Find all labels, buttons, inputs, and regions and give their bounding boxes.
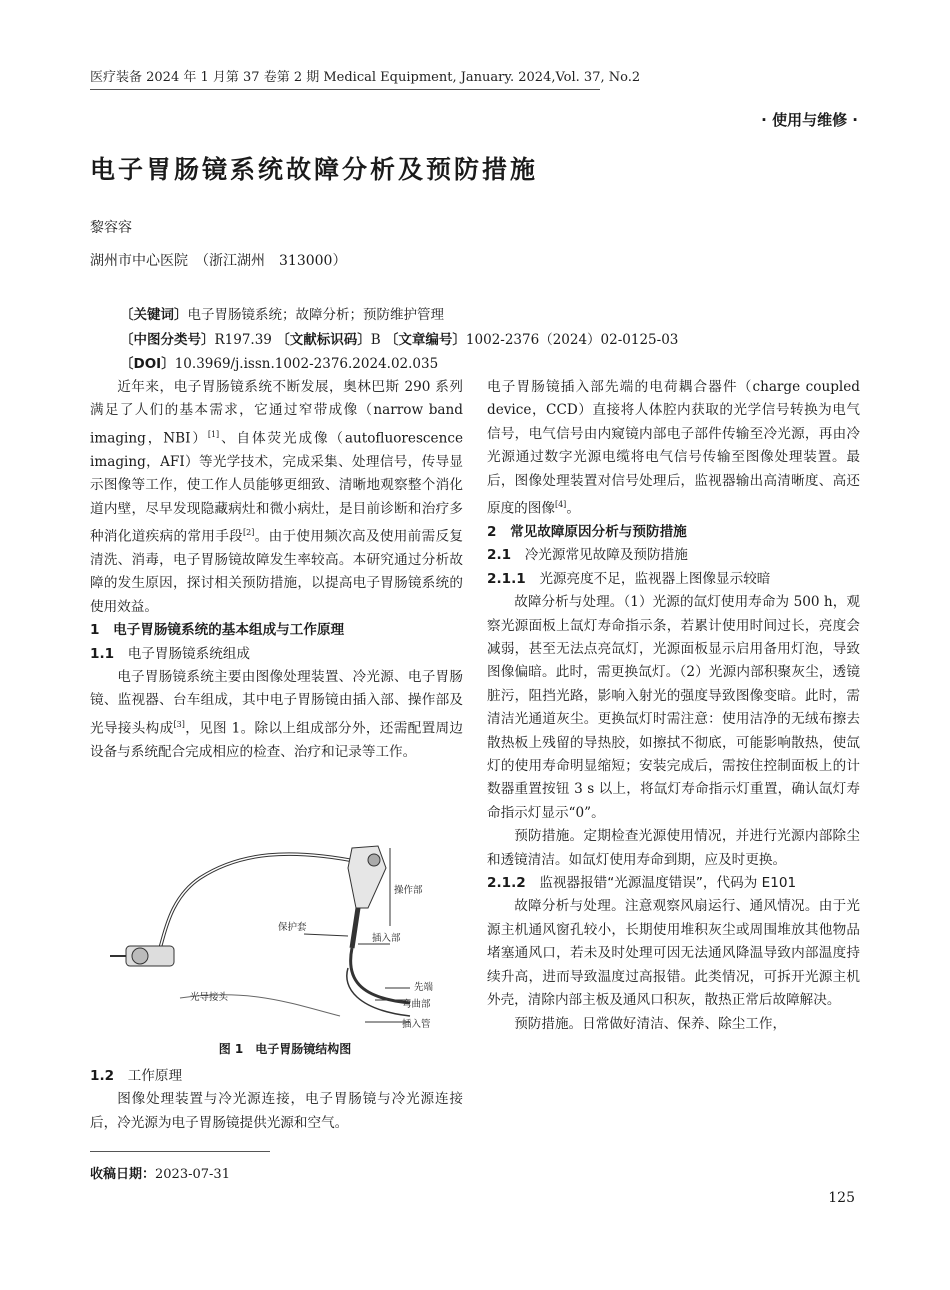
doi-label: 〔DOI〕 (120, 356, 175, 372)
prevention-2-1-2: 预防措施。日常做好清洁、保养、除尘工作， (514, 1015, 787, 1032)
figure-caption: 图 1 电子胃肠镜结构图 (218, 1042, 352, 1056)
doc-code-label: 〔文献标识码〕 (276, 332, 371, 348)
heading-1-2: 1.2 工作原理 (90, 1068, 183, 1084)
heading-2-1-2: 2.1.2 监视器报错“光源温度错误”，代码为 E101 (487, 875, 797, 892)
light-guide-connector (110, 946, 174, 966)
endoscope-figure (90, 838, 480, 1038)
label-insertion: 插入部 (372, 933, 401, 944)
journal-header: 医疗装备 2024 年 1 月第 37 卷第 2 期 Medical Equipment, January. 2024,Vol. 37, No.2 (90, 70, 641, 85)
label-connector: 光导接头 (190, 992, 229, 1003)
heading-1: 1 电子胃肠镜系统的基本组成与工作原理 (90, 622, 345, 639)
keywords-label: 〔关键词〕 (120, 307, 188, 323)
page-number: 125 (828, 1190, 855, 1206)
heading-2: 2 常见故障原因分析与预防措施 (487, 523, 687, 540)
composition-paragraph: 电子胃肠镜系统主要由图像处理装置、冷光源、电子胃肠镜、监视器、台车组成，其中电子胃肠镜由插入部、操作部及光导接头构成[3]，见图 1。除以上组成部分外，还需配置周边设备与系统配合完成相应的检查、治疗和记录等工作。 (90, 668, 464, 760)
affiliation: 湖州市中心医院 （浙江湖州 313000） (90, 253, 347, 269)
left-column-top (90, 376, 463, 764)
author: 黎容容 (90, 220, 132, 236)
keywords: 电子胃肠镜系统；故障分析；预防维护管理 (187, 307, 444, 323)
heading-2-1-1: 2.1.1 光源亮度不足，监视器上图像显示较暗 (487, 570, 771, 587)
intro-paragraph: 近年来，电子胃肠镜系统不断发展，奥林巴斯 290 系列满足了人们的基本需求，它通过窄带成像（narrow band imaging，NBI）[1]、自体荧光成像（autofluorescence imaging，AFI）等光学技术，完成采集、处理信号，传导显示图像等工作，使工作人员能够更细致、清晰地观察整个消化道内壁，尽早发现隐藏病灶和微小病灶，是目前诊断和治疗多种消化道疾病的常用手段[2]。由于使用频次高及使用前需反复清洗、消毒，电子胃肠镜故障发生率较高。本研究通过分析故障的发生原因，探讨相关预防措施，以提高电子胃肠镜系统的使用效益。 (90, 379, 464, 615)
ref-2: [2] (243, 527, 255, 537)
ref-3: [3] (173, 719, 185, 729)
label-sheath: 保护套 (278, 922, 307, 933)
clc-label: 〔中图分类号〕 (120, 332, 215, 348)
doi-line (120, 352, 438, 372)
header-divider (90, 89, 600, 90)
heading-2-1: 2.1 冷光源常见故障及预防措施 (487, 547, 688, 564)
heading-1-1: 1.1 电子胃肠镜系统组成 (90, 645, 251, 662)
principle-paragraph: 图像处理装置与冷光源连接，电子胃肠镜与冷光源连接后，冷光源为电子胃肠镜提供光源和空气。 (90, 1091, 463, 1131)
ref-1: [1] (207, 429, 220, 439)
classification-line (120, 328, 678, 348)
fault-analysis-2-1-1: 故障分析与处理。（1）光源的氙灯使用寿命为 500 h，观察光源面板上氙灯寿命指示条，若累计使用时间过长，亮度会减弱，甚至无法点亮氙灯，光源面板显示启用备用灯泡，导致图像偏暗。此时，需更换氙灯。（2）光源内部积聚灰尘，透镜脏污，阻挡光路，影响入射光的强度导致图像变暗。此时，需清洁光通道灰尘。更换氙灯时需注意：使用洁净的无绒布擦去散热板上残留的导热胶，如擦拭不彻底，可能影响散热，使氙灯的使用寿命明显缩短；安装完成后，需按住控制面板上的计数器重置按钮 3 s 以上，将氙灯寿命指示灯重置，确认氙灯寿命指示灯显示“0”。 (487, 594, 860, 821)
endoscope-diagram (90, 838, 480, 1038)
label-tip: 先端 (414, 982, 434, 993)
prevention-2-1-1: 预防措施。定期检查光源使用情况，并进行光源内部除尘和透镜清洁。如氙灯使用寿命到期，应及时更换。 (487, 828, 860, 868)
left-column-bottom (90, 1065, 463, 1135)
keywords-line (120, 303, 444, 323)
footnote-divider (90, 1151, 270, 1152)
doi-value: 10.3969/j.issn.1002-2376.2024.02.035 (174, 356, 439, 372)
label-operation: 操作部 (394, 885, 423, 896)
label-bending: 弯曲部 (402, 999, 431, 1010)
label-tube: 插入管 (402, 1019, 431, 1030)
right-column (487, 376, 860, 1036)
article-no-label: 〔文章编号〕 (384, 332, 466, 348)
doc-code-value: B (370, 332, 385, 348)
clc-value: R197.39 (214, 332, 277, 348)
article-title: 电子胃肠镜系统故障分析及预防措施 (90, 155, 539, 184)
fault-analysis-2-1-2: 故障分析与处理。注意观察风扇运行、通风情况。由于光源主机通风窗孔较小，长期使用堆积灰尘或周围堆放其他物品堵塞通风口，若未及时处理可因无法通风降温导致内部温度持续升高，进而导致温度过高报错。此类情况，可拆开光源主机外壳，清除内部主板及通风口积灰，散热正常后故障解决。 (487, 898, 860, 1009)
principle-continued: 电子胃肠镜插入部先端的电荷耦合器件（charge coupled device，CCD）直接将人体腔内获取的光学信号转换为电气信号，电气信号由内窥镜内部电子部件传输至冷光源，再由冷光源通过数字光源电缆将电气信号传输至图像处理装置。最后，图像处理装置对信号处理后，监视器输出高清晰度、高还原度的图像[4]。 (487, 379, 860, 517)
ref-4: [4] (554, 500, 567, 510)
received-date: 收稿日期：2023-07-31 (90, 1167, 230, 1182)
article-no-value: 1002-2376（2024）02-0125-03 (465, 332, 679, 348)
section-tag: · 使用与维修 · (761, 111, 858, 129)
